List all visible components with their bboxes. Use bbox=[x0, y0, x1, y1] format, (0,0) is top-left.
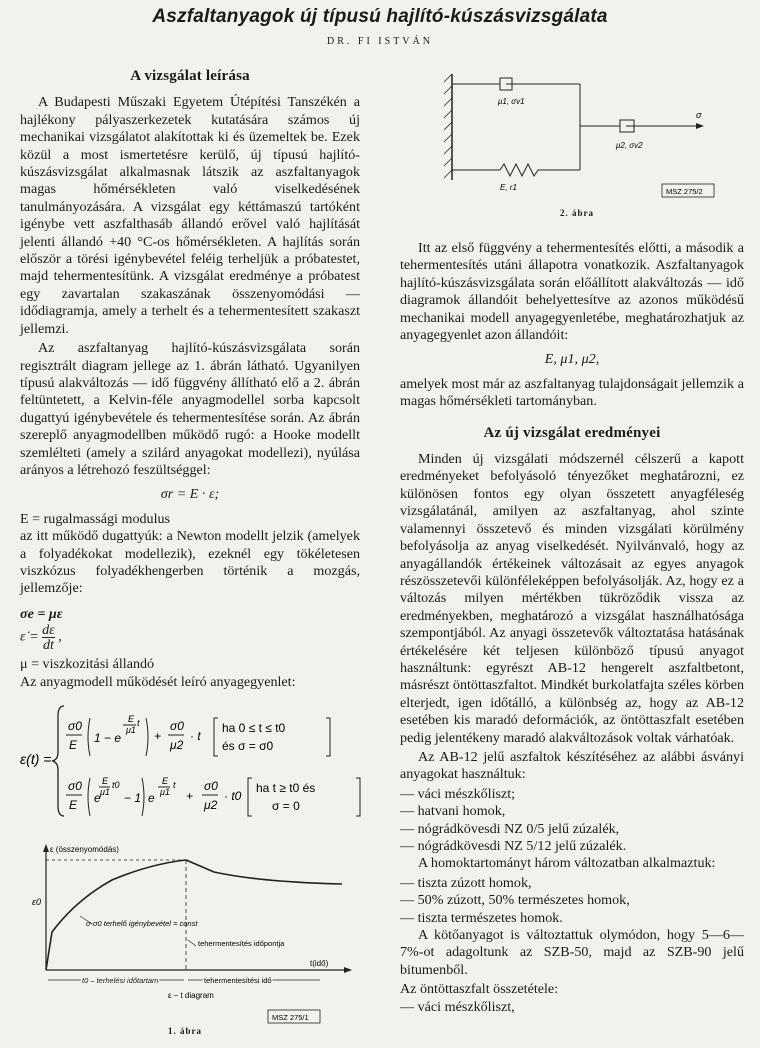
svg-text:σ0: σ0 bbox=[170, 719, 184, 733]
section-heading-description: A vizsgálat leírása bbox=[130, 68, 250, 84]
svg-text:E: E bbox=[69, 798, 78, 812]
brace bbox=[52, 706, 64, 816]
equation-hooke: σr = E · ε; bbox=[160, 486, 220, 503]
svg-text:E: E bbox=[102, 776, 109, 786]
equation-constants: E, μ1, μ2, bbox=[544, 351, 600, 368]
right-column bbox=[400, 240, 744, 1016]
svg-text:μ2: μ2 bbox=[204, 798, 218, 812]
condition-2b: σ = 0 bbox=[272, 799, 300, 813]
svg-text:μ1: μ1 bbox=[126, 725, 136, 735]
left-column bbox=[20, 62, 360, 691]
unload-label: tehermentesítés időpontja bbox=[198, 939, 285, 948]
stamp: MSZ 275/2 bbox=[666, 187, 703, 196]
eq-lhs: ε(t) = bbox=[20, 751, 52, 767]
svg-text:E: E bbox=[69, 738, 78, 752]
svg-text:1 − e: 1 − e bbox=[94, 731, 122, 745]
svg-text:− 1: − 1 bbox=[124, 791, 142, 805]
sigma-label: σ bbox=[696, 110, 702, 120]
y-label: ε (összenyomódás) bbox=[50, 845, 119, 854]
creep-curve bbox=[46, 860, 342, 970]
svg-text:t0: t0 bbox=[112, 780, 120, 790]
paragraph: Minden új vizsgálati módszernél célszerű a kapott eredményeket befolyásoló tényezőket meghatározni, ez különösen fontos egy olyan összetett anyagféleség vizsgálatánál, amilyen az aszfaltanyag, ahol szinte valamennyi összetevő és minden vizsgálati körülmény befolyásolja az anyag viselkedését. Nyilvánvaló, hogy az anyagállandók értékeinek változásait az egyes anyagok részösszetevői különféleképpen befolyásolják. Az, hogy ez a változás milyen mértékben tükröződik vissza az eredményekben, meghatározó a vizsgálat használhatósága szempontjából. Az anyagi összetevők változtatása hatásának értékelésére két teljesen különböző típusú anyagot használtunk: egyrészt AB-12 hengerelt aszfaltbetont, másrészt öntöttaszfaltot. Mindkét burkolatfajta széles körben elterjedt, igen időtálló, a különbség az, hogy az AB-12 esetében kis maradó deformációk, az öntöttaszfalt esetében pedig jelentékeny maradó alakváltozások voltak várhatóak. bbox=[400, 451, 744, 746]
list-item: — váci mészkőliszt; bbox=[400, 785, 516, 802]
bracket-left bbox=[214, 718, 218, 756]
figure-2-caption: 2. ábra bbox=[560, 208, 594, 218]
paragraph: A kötőanyagot is változtattuk olymódon, hogy 5—6—7%-ot adagoltunk az SZB-50, majd az SZB-90 jelű bitumenből. bbox=[400, 927, 744, 978]
equation-newton: σe = με bbox=[20, 605, 63, 622]
unload-leader bbox=[188, 940, 196, 946]
text-line: Az öntöttaszfalt összetétele: bbox=[400, 981, 559, 998]
spring-label: E, r1 bbox=[500, 183, 517, 192]
eps0-label: ε0 bbox=[32, 897, 41, 907]
svg-text:σ0: σ0 bbox=[68, 719, 82, 733]
paragraph: A homoktartományt három változatban alkalmaztuk: bbox=[418, 855, 716, 872]
section-heading-results: Az új vizsgálat eredményei bbox=[483, 424, 661, 441]
svg-text:· t: · t bbox=[190, 729, 201, 743]
svg-text:e: e bbox=[148, 791, 155, 805]
svg-text:t: t bbox=[137, 718, 140, 728]
stamp: MSZ 275/1 bbox=[272, 1013, 309, 1022]
paragraph: az itt működő dugattyúk: a Newton modellt jelzik (amelyek a folyadékokat modellezik), ezeknél egy tökéletesen viszkózus folyadékhengerben történik a mozgás, jellemzője: bbox=[20, 528, 360, 597]
svg-text:E: E bbox=[128, 714, 135, 724]
svg-text:· t0: · t0 bbox=[224, 789, 242, 803]
bracket-left-2 bbox=[248, 778, 252, 816]
condition-2a: ha t ≥ t0 és bbox=[256, 781, 316, 795]
definition-line: μ = viszkozitási állandó bbox=[20, 656, 155, 673]
figure-1 bbox=[20, 840, 360, 1040]
x-label: t(idő) bbox=[310, 959, 329, 968]
list-item: — nógrádkövesdi NZ 5/12 jelű zúzalék. bbox=[400, 838, 627, 854]
article-title: Aszfaltanyagok új típusú hajlító-kúszásvizsgálata bbox=[152, 6, 608, 27]
x-arrow bbox=[344, 967, 352, 973]
unload-time-label: tehermentesítési idő bbox=[204, 976, 272, 985]
paragraph: Az aszfaltanyag hajlító-kúszásvizsgálata során regisztrált diagram jellege az 1. ábrán látható. Ugyanilyen típusú alakváltozás — idő függvény állítható elő a 2. ábrán feltüntetett, a Kelvin-féle anyagmodellel sorba kapcsolt dugattyú igénybevétele és tehermentesítése során. Az ábrán szereplő anyagmodellben működő rugó: a Hooke modellt szemlélteti (amely a szilárd anyagokat modellezi), nyúlása arányos a létrehozó feszültséggel: bbox=[20, 340, 360, 478]
svg-text:μ1: μ1 bbox=[100, 787, 110, 797]
condition-1b: és σ = σ0 bbox=[222, 739, 274, 753]
curve-label: σ-σ0 terhelő igénybevétel = const bbox=[86, 919, 198, 928]
wall-hatch bbox=[444, 74, 452, 178]
svg-text:σ0: σ0 bbox=[68, 779, 82, 793]
list-item: — váci mészkőliszt, bbox=[400, 998, 515, 1015]
definition-line: Az anyagmodell működését leíró anyagegyenlet: bbox=[20, 673, 296, 690]
row1 bbox=[66, 714, 201, 756]
y-arrow bbox=[43, 844, 49, 852]
numerator: dε bbox=[42, 622, 55, 639]
dashpot-1-label: μ1, σv1 bbox=[498, 97, 525, 106]
strain-rate-lhs: ε̇ = bbox=[20, 628, 39, 645]
equation-strain-rate: ε̇ = $\frac{d\varepsilon}{dt}$ , bbox=[20, 622, 62, 654]
figure-2 bbox=[440, 70, 740, 200]
figure-1-caption: 1. ábra bbox=[168, 1026, 202, 1036]
load-label: t0 – terhelési időtartam bbox=[82, 976, 159, 985]
svg-text:E: E bbox=[162, 776, 169, 786]
author-line: DR. FI ISTVÁN bbox=[327, 36, 433, 47]
force-arrow bbox=[696, 123, 704, 129]
list-item: — 50% zúzott, 50% természetes homok, bbox=[400, 892, 630, 909]
svg-text:e: e bbox=[94, 791, 101, 805]
paragraph: Itt az első függvény a tehermentesítés előtti, a második a tehermentesítés utáni állapotra vonatkozik. Aszfaltanyagok hajlító-kúszásvizsgálata során előállított alakváltozás — idő diagramok állandóit behelyettesítve az azonos működésű mechanikai modell anyagegyenletébe, meghatározhatjuk az anyagegyenlet azon állandóit: bbox=[400, 240, 744, 344]
row2 bbox=[66, 776, 242, 816]
bracket-right-2 bbox=[356, 778, 360, 816]
fraction bbox=[42, 623, 55, 652]
diagram-label: ε – t diagram bbox=[168, 991, 214, 1000]
list-item: — tiszta természetes homok. bbox=[400, 909, 563, 926]
bracket-right bbox=[326, 718, 330, 756]
definition-line: E = rugalmassági modulus bbox=[20, 510, 171, 527]
svg-text:σ0: σ0 bbox=[204, 779, 218, 793]
material-equation bbox=[20, 702, 365, 820]
paragraph: Az AB-12 jelű aszfaltok készítéséhez az alábbi ásványi anyagokat használtuk: bbox=[400, 748, 744, 783]
denominator: dt bbox=[42, 637, 54, 654]
dashpot-2-label: μ2, σv2 bbox=[616, 141, 643, 150]
svg-text:t: t bbox=[173, 780, 176, 790]
spring bbox=[500, 164, 580, 176]
condition-1a: ha 0 ≤ t ≤ t0 bbox=[222, 721, 286, 735]
paragraph: amelyek most már az aszfaltanyag tulajdonságait jellemzik a magas hőmérsékleti tartományban. bbox=[400, 375, 744, 410]
svg-text:μ2: μ2 bbox=[170, 738, 184, 752]
list-item: — hatvani homok, bbox=[400, 803, 506, 820]
paragraph: A Budapesti Műszaki Egyetem Útépítési Tanszékén a hajlékony pályaszerkezetek kutatására számos új mechanikai vizsgálatot alakítottak ki és üzemeltek be. Ezek közül a most ismertetésre kerülő, új típusú hajlító-kúszásvizsgálat alkalmasnak látszik az aszfaltanyagok magas hőmérsékleten való viselkedésének tanulmányozására. A vizsgálat egy kéttámaszú tartóként igénybe vett aszfalthasáb állandó erővel való hajlítását jelenti állandó +40 °C-os hőmérsékleten. A hajlítás során először a törési igénybevétel feléig terheljük a próbatestet, majd tehermentesítünk. A vizsgálat eredménye a próbatest egy zavartalan szakaszának összenyomódási — idődiagramja, amely a terhelt és a tehermentesített szakaszt jellemzi. bbox=[20, 94, 360, 337]
svg-text:μ1: μ1 bbox=[160, 787, 170, 797]
list-item: — tiszta zúzott homok, bbox=[400, 874, 532, 891]
svg-text:+: + bbox=[186, 789, 194, 803]
list-item: — nógrádkövesdi NZ 0/5 jelű zúzalék, bbox=[400, 820, 620, 837]
svg-text:+: + bbox=[154, 729, 162, 743]
